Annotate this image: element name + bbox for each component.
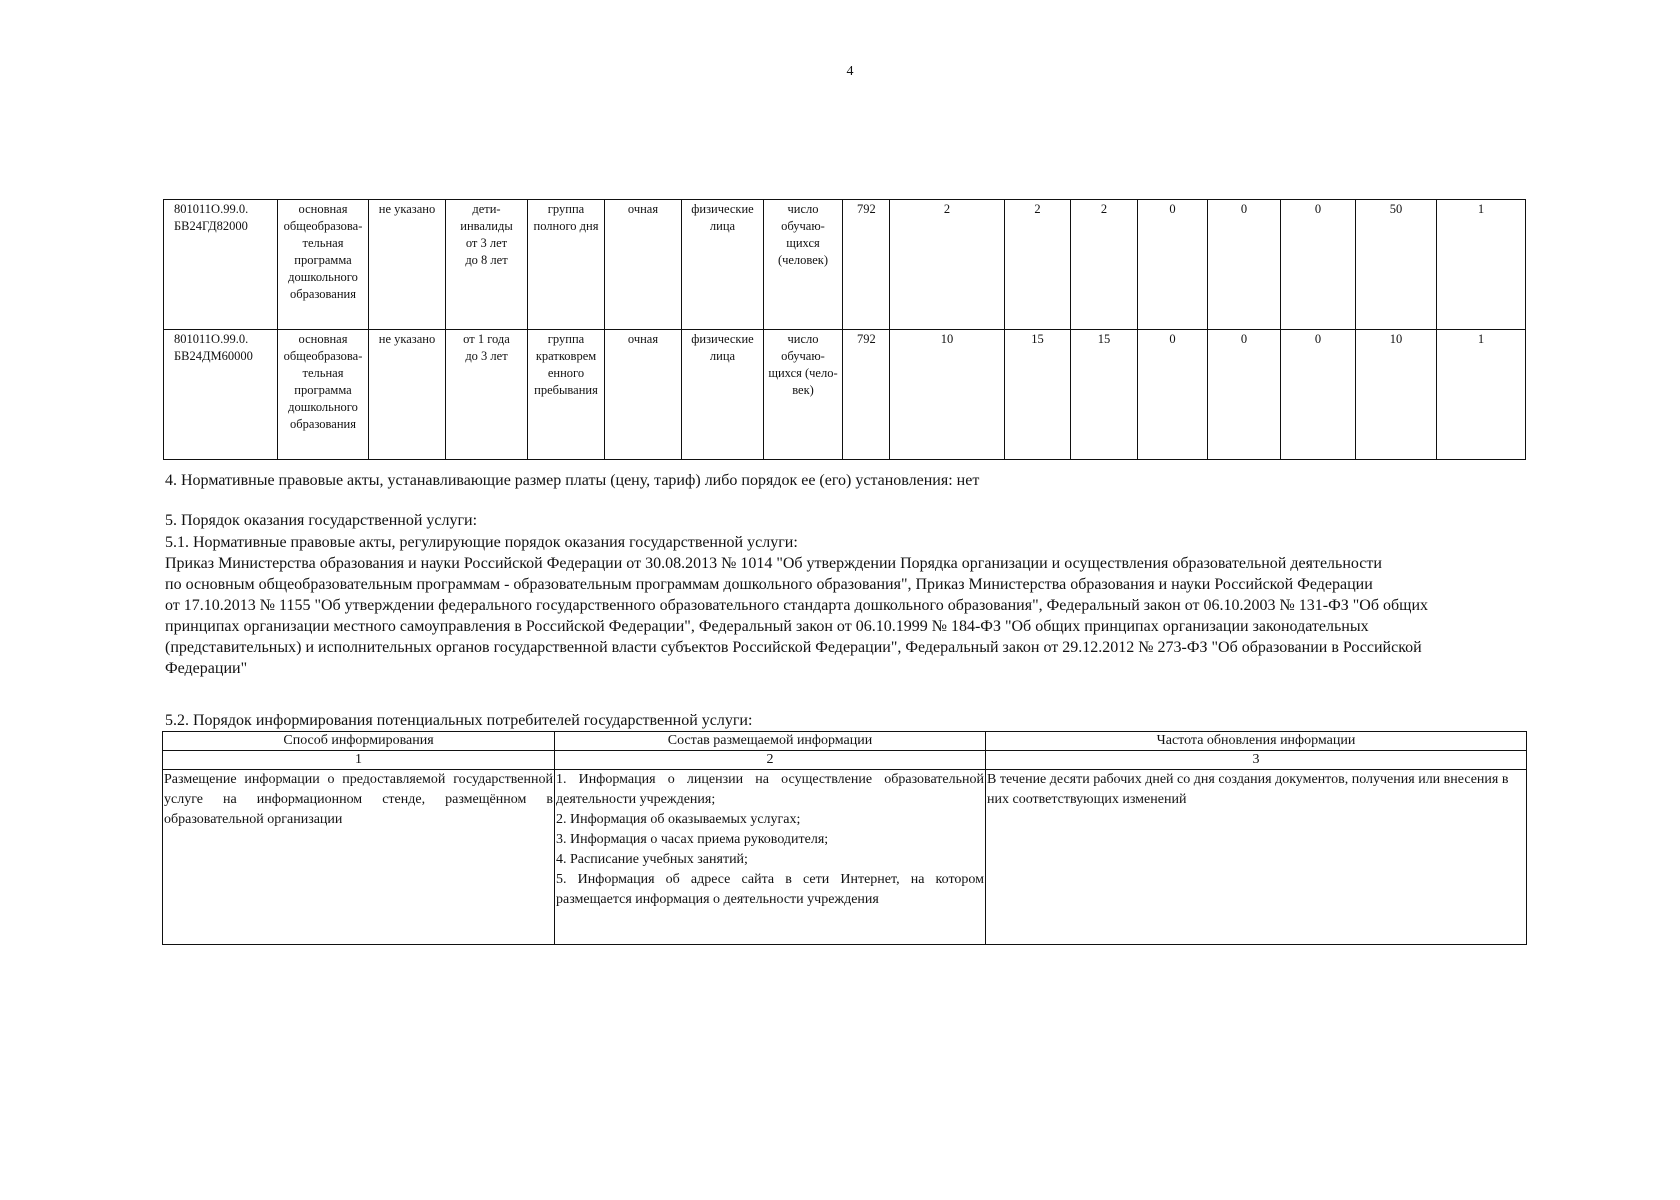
value-cell: 0: [1208, 200, 1281, 330]
form-cell: очная: [605, 330, 682, 460]
value-cell: 0: [1138, 330, 1208, 460]
info-content-item: 5. Информация об адресе сайта в сети Интернет, на котором размещается информация о деятельности учреждения: [556, 872, 984, 907]
spec-cell: не указано: [369, 330, 446, 460]
deviation-percent-cell: 10: [1356, 330, 1437, 460]
code-cell: 801011О.99.0. БВ24ДМ60000: [164, 330, 278, 460]
table-row: [164, 200, 1526, 330]
value-cell: 15: [1071, 330, 1138, 460]
page-number: 4: [846, 64, 854, 79]
section-5-1-text: [165, 553, 1545, 679]
deviation-abs-cell: 1: [1437, 330, 1526, 460]
consumers-cell: физические лица: [682, 330, 764, 460]
info-content-item: 4. Расписание учебных занятий;: [556, 852, 748, 867]
info-col-number: 3: [986, 751, 1527, 770]
legal-text-line: по основным общеобразовательным программам - образовательным программам дошкольного образования", Приказ Министерства образования и науки Российской Федерации: [165, 576, 1373, 593]
stay-cell: группа полного дня: [528, 200, 605, 330]
info-table: [162, 731, 1527, 945]
info-content-cell: [555, 770, 986, 945]
table-row: [164, 330, 1526, 460]
value-cell: 0: [1208, 330, 1281, 460]
value-cell: 0: [1281, 330, 1356, 460]
category-cell: дети- инвалиды от 3 лет до 8 лет: [446, 200, 528, 330]
section-4-text: 4. Нормативные правовые акты, устанавливающие размер платы (цену, тариф) либо порядок ее (его) установления: нет: [165, 472, 980, 489]
value-cell: 0: [1138, 200, 1208, 330]
info-method-cell: Размещение информации о предоставляемой государственной услуге на информационном стенде, размещённом в образовательной организации: [163, 770, 555, 945]
info-content-item: 3. Информация о часах приема руководителя;: [556, 832, 829, 847]
info-col-number: 1: [163, 751, 555, 770]
category-cell: от 1 года до 3 лет: [446, 330, 528, 460]
okei-code-cell: 792: [843, 200, 890, 330]
okei-code-cell: 792: [843, 330, 890, 460]
value-cell: 2: [1071, 200, 1138, 330]
legal-text-line: от 17.10.2013 № 1155 "Об утверждении федерального государственного образовательного стандарта дошкольного образования", Федеральный закон от 06.10.2003 № 131-ФЗ "Об общих: [165, 597, 1429, 614]
code-cell: 801011О.99.0. БВ24ГД82000: [164, 200, 278, 330]
program-cell: основная общеобразова- тельная программа дошкольного образования: [278, 330, 369, 460]
value-cell: 15: [1005, 330, 1071, 460]
consumers-cell: физические лица: [682, 200, 764, 330]
legal-text-line: принципах организации местного самоуправления в Российской Федерации", Федеральный закон от 06.10.1999 № 184-ФЗ "Об общих принципах организации законодательных: [165, 618, 1369, 635]
form-cell: очная: [605, 200, 682, 330]
program-cell: основная общеобразова- тельная программа дошкольного образования: [278, 200, 369, 330]
legal-text-line: Федерации": [165, 660, 248, 677]
stay-cell: группа кратковрем енного пребывания: [528, 330, 605, 460]
value-cell: 0: [1281, 200, 1356, 330]
info-frequency-cell: В течение десяти рабочих дней со дня создания документов, получения или внесения в них соответствующих изменений: [986, 770, 1527, 945]
indicator-cell: число обучаю- щихся (человек): [764, 200, 843, 330]
info-header-content: Состав размещаемой информации: [555, 732, 986, 751]
info-col-number: 2: [555, 751, 986, 770]
info-header-frequency: Частота обновления информации: [986, 732, 1527, 751]
spec-cell: не указано: [369, 200, 446, 330]
section-5-heading: 5. Порядок оказания государственной услуги:: [165, 512, 478, 529]
legal-text-line: (представительных) и исполнительных органов государственной власти субъектов Российской Федерации", Федеральный закон от 29.12.2012 № 273-ФЗ "Об образовании в Российской: [165, 639, 1422, 656]
deviation-abs-cell: 1: [1437, 200, 1526, 330]
value-cell: 10: [890, 330, 1005, 460]
info-content-item: 2. Информация об оказываемых услугах;: [556, 812, 801, 827]
legal-text-line: Приказ Министерства образования и науки Российской Федерации от 30.08.2013 № 1014 "Об утверждении Порядка организации и осуществления образовательной деятельности: [165, 555, 1382, 572]
section-5-1-heading: 5.1. Нормативные правовые акты, регулирующие порядок оказания государственной услуги:: [165, 534, 798, 551]
value-cell: 2: [890, 200, 1005, 330]
indicator-cell: число обучаю- щихся (чело- век): [764, 330, 843, 460]
indicators-table: [163, 199, 1526, 460]
section-5-2-heading: 5.2. Порядок информирования потенциальных потребителей государственной услуги:: [165, 712, 753, 729]
info-content-item: 1. Информация о лицензии на осуществление образовательной деятельности учреждения;: [556, 772, 984, 807]
value-cell: 2: [1005, 200, 1071, 330]
deviation-percent-cell: 50: [1356, 200, 1437, 330]
info-header-method: Способ информирования: [163, 732, 555, 751]
